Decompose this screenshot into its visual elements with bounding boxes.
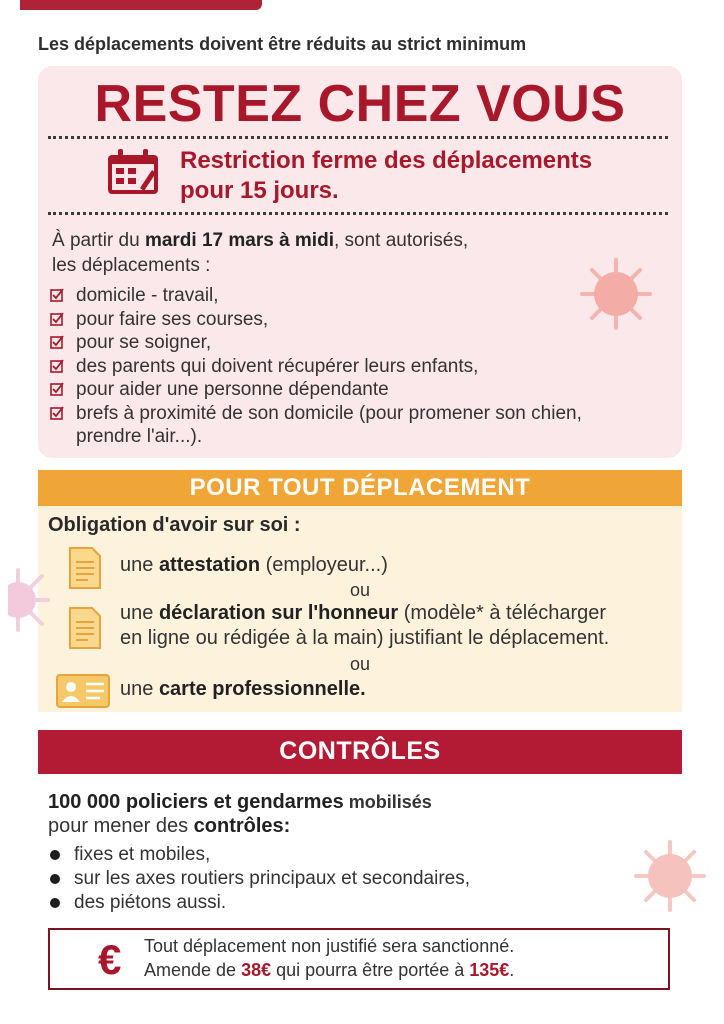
list-item-continuation: prendre l'air...). xyxy=(76,426,203,447)
restriction-notice: Restriction ferme des déplacements pour 15 jours. xyxy=(180,147,593,204)
checkbox-icon xyxy=(50,312,64,326)
list-item: des parents qui doivent récupérer leurs enfants, xyxy=(50,355,582,379)
list-item: des piétons aussi. xyxy=(48,891,470,915)
list-item: pour aider une personne dépendante xyxy=(50,378,582,402)
virus-icon xyxy=(8,568,52,632)
allowed-trips-list xyxy=(50,284,582,449)
euro-icon: € xyxy=(98,936,122,983)
controls-banner-title: CONTRÔLES xyxy=(279,737,441,765)
virus-icon xyxy=(578,256,654,332)
option-professional-card: une carte professionnelle. xyxy=(120,678,366,700)
document-icon xyxy=(68,546,102,590)
controls-lead: 100 000 policiers et gendarmes mobilisés pour mener des contrôles: xyxy=(48,791,432,837)
list-item: sur les axes routiers principaux et secondaires, xyxy=(48,867,470,891)
travel-banner-title: POUR TOUT DÉPLACEMENT xyxy=(189,474,531,501)
authorization-intro: À partir du mardi 17 mars à midi, sont autorisés, les déplacements : xyxy=(52,230,469,276)
list-item: fixes et mobiles, xyxy=(48,843,470,867)
option-declaration: une déclaration sur l'honneur (modèle* à télécharger en ligne ou rédigée à la main) justifiant le déplacement. xyxy=(120,602,610,649)
calendar-icon xyxy=(106,148,160,196)
checkbox-icon xyxy=(50,359,64,373)
bullet-icon xyxy=(50,850,60,860)
controls-list xyxy=(48,843,470,915)
checkbox-icon xyxy=(50,382,64,396)
virus-icon xyxy=(632,838,708,914)
document-icon xyxy=(68,606,102,650)
list-item: pour faire ses courses, xyxy=(50,308,582,332)
bullet-icon xyxy=(50,874,60,884)
dotted-divider xyxy=(48,136,668,139)
checkbox-icon xyxy=(50,288,64,302)
intro-text: Les déplacements doivent être réduits au strict minimum xyxy=(38,34,527,54)
obligation-heading: Obligation d'avoir sur soi : xyxy=(48,514,301,536)
headline: RESTEZ CHEZ VOUS xyxy=(94,75,626,133)
or-separator: ou xyxy=(349,654,371,674)
id-card-icon xyxy=(56,674,110,708)
top-accent-bar xyxy=(20,0,262,10)
checkbox-icon xyxy=(50,406,64,420)
checkbox-icon xyxy=(50,335,64,349)
list-item: brefs à proximité de son domicile (pour promener son chien, xyxy=(50,402,582,426)
option-attestation: une attestation (employeur...) xyxy=(120,554,388,576)
dotted-divider xyxy=(48,212,668,215)
list-item: pour se soigner, xyxy=(50,331,582,355)
fine-notice-text: Tout déplacement non justifié sera sanctionné. Amende de 38€ qui pourra être portée à 135€. xyxy=(144,936,515,980)
or-separator: ou xyxy=(349,580,371,600)
bullet-icon xyxy=(50,898,60,908)
list-item: domicile - travail, xyxy=(50,284,582,308)
